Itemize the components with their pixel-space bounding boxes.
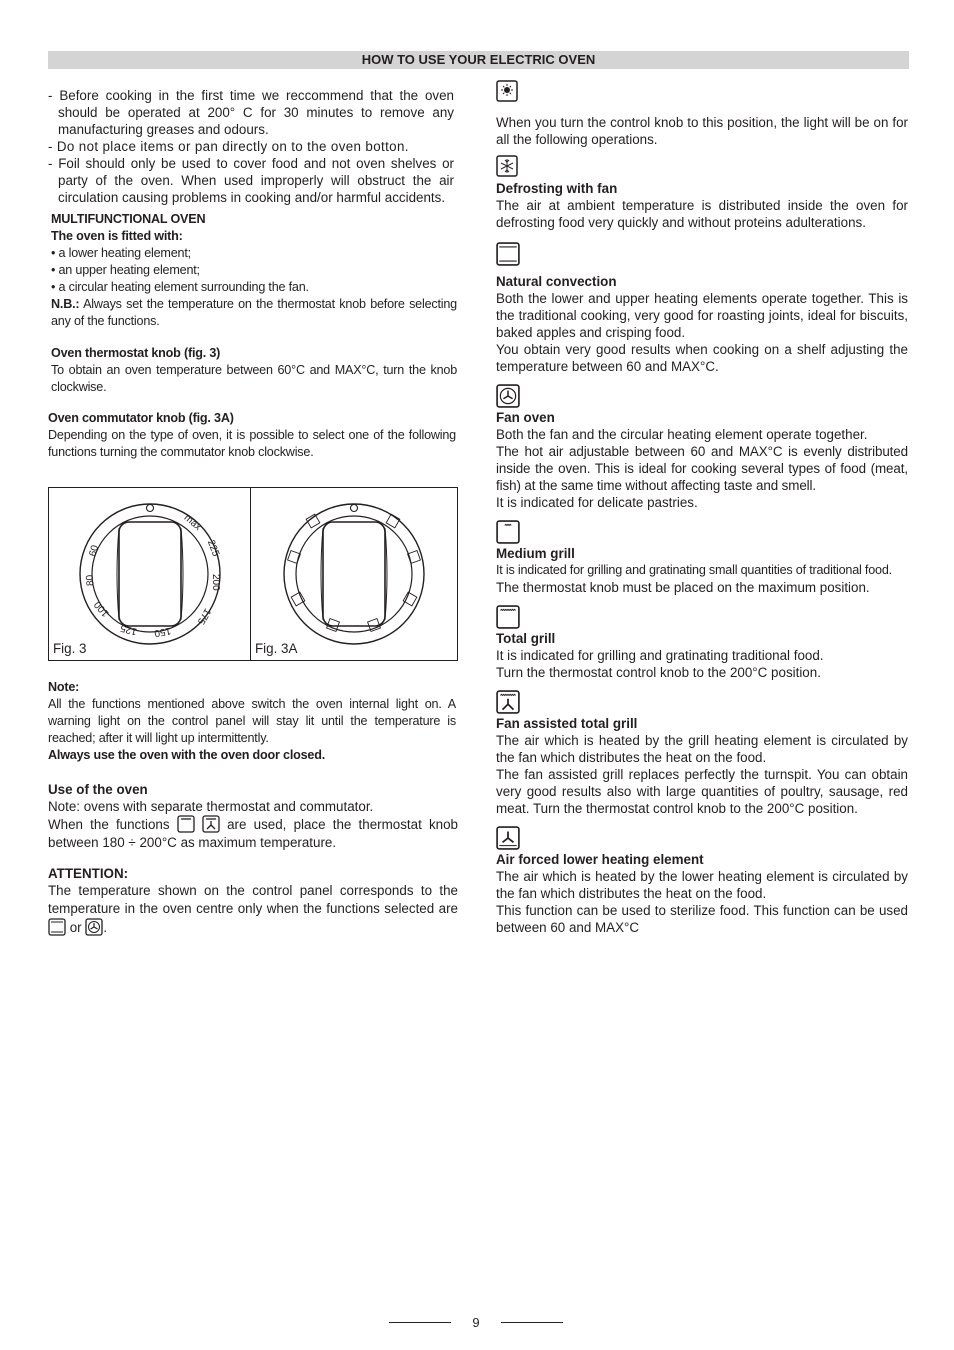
medium-text-1: It is indicated for grilling and gratinating small quantities of traditional food. <box>496 563 892 577</box>
use-line2 <box>48 815 458 852</box>
use-title: Use of the oven <box>48 782 148 797</box>
nb-paragraph <box>51 296 457 330</box>
total-text-2: Turn the thermostat control knob to the 200°C position. <box>496 665 821 680</box>
defrost-title: Defrosting with fan <box>496 181 618 196</box>
note-section <box>48 679 456 764</box>
fat-text-1: The air which is heated by the grill heating element is circulated by the fan which distributes the heat on the food. <box>496 733 908 765</box>
section-header: HOW TO USE YOUR ELECTRIC OVEN <box>48 51 909 69</box>
defrost-icon <box>496 155 518 177</box>
fat-text-2: The fan assisted grill replaces perfectly the turnspit. You can obtain very good results also with large quantities of poultry, sausage, red meat. Turn the thermostat control knob to the 200°C position. <box>496 767 908 816</box>
medium-grill-icon <box>496 520 520 544</box>
page-number: 9 <box>472 1315 480 1330</box>
dial-label-100: 100 <box>92 598 112 619</box>
fig3-label: Fig. 3 <box>53 641 87 656</box>
fan-grill-inline-icon <box>202 815 220 833</box>
attention-text <box>48 882 458 937</box>
intro-2: - Do not place items or pan directly on to the oven botton. <box>48 139 409 154</box>
fan-lower-element-icon <box>496 826 520 850</box>
footer-rule-right <box>501 1322 563 1323</box>
figure-box <box>48 487 458 661</box>
attention-text-main: The temperature shown on the control panel corresponds to the temperature in the oven centre only when the functions selected are <box>48 883 458 916</box>
thermo-title: Oven thermostat knob (fig. 3) <box>51 346 221 360</box>
fig3a-label: Fig. 3A <box>255 641 298 656</box>
fitted-item-3: • a circular heating element surrounding the fan. <box>51 280 309 294</box>
air-title: Air forced lower heating element <box>496 852 704 867</box>
fat-title: Fan assisted total grill <box>496 716 638 731</box>
page-footer <box>389 1314 563 1331</box>
light-icon <box>496 80 518 102</box>
intro-1: - Before cooking in the first time we reccommend that the oven should be operated at 200° C for 30 minutes to remove any manufacturing greases and odours. <box>48 88 454 137</box>
thermostat-section <box>51 345 457 396</box>
use-line2b: are used, place the thermostat knob between 180 ÷ 200°C as maximum temperature. <box>48 817 459 850</box>
total-grill-inline-icon <box>177 815 195 833</box>
dial-label-150: 150 <box>153 624 172 639</box>
fan-grill-icon <box>496 690 520 714</box>
total-title: Total grill <box>496 631 556 646</box>
dial-label-60: 60 <box>87 544 102 558</box>
fitted-title: The oven is fitted with: <box>51 229 183 243</box>
attention-section <box>48 865 458 937</box>
nb-text: Always set the temperature on the thermostat knob before selecting any of the functions. <box>51 297 457 328</box>
nb-label: N.B.: <box>51 297 80 311</box>
dial-label-225: 225 <box>204 538 221 559</box>
dial-label-200: 200 <box>210 574 221 591</box>
attention-end: . <box>103 920 108 935</box>
medium-title: Medium grill <box>496 546 575 561</box>
fan-oven-inline-icon <box>85 918 103 936</box>
commutator-section <box>48 410 456 461</box>
right-column <box>496 80 908 936</box>
multi-title: MULTIFUNCTIONAL OVEN <box>51 212 206 226</box>
dial-label-125: 125 <box>119 621 139 637</box>
footer-rule-left <box>389 1322 451 1323</box>
note-text: All the functions mentioned above switch the oven internal light on. A warning light on the control panel will stay lit until the temperature is reached; after it will light up intermittently. <box>48 697 456 745</box>
total-text-1: It is indicated for grilling and gratinating traditional food. <box>496 648 824 663</box>
attention-title: ATTENTION: <box>48 866 129 881</box>
defrost-text: The air at ambient temperature is distributed inside the oven for defrosting food very quickly and without proteins adulterations. <box>496 198 908 230</box>
natural-title: Natural convection <box>496 274 617 289</box>
commutator-knob-drawing <box>251 488 456 660</box>
comm-text: Depending on the type of oven, it is possible to select one of the following functions turning the commutator knob clockwise. <box>48 428 456 459</box>
fan-title: Fan oven <box>496 410 555 425</box>
total-grill-icon <box>496 605 520 629</box>
note-bold: Always use the oven with the oven door closed. <box>48 748 326 762</box>
fan-text-2: The hot air adjustable between 60 and MAX°C is evenly distributed inside the oven. This is ideal for cooking several types of food (meat, fish) at the same time without affecting taste and smell. <box>496 444 908 493</box>
dial-label-80: 80 <box>84 574 97 587</box>
use-section <box>48 781 458 852</box>
dial-label-max: max <box>181 512 204 533</box>
natural-convection-icon <box>496 242 520 266</box>
intro-3: - Foil should only be used to cover food and not oven shelves or party of the oven. When used improperly will obstruct the air circulation causing problems in cooking and/or harmful accidents. <box>48 156 454 205</box>
dial-label-175: 175 <box>194 606 213 627</box>
fan-oven-icon <box>496 384 520 408</box>
left-column <box>48 87 454 206</box>
fitted-item-2: • an upper heating element; <box>51 263 200 277</box>
light-text: When you turn the control knob to this position, the light will be on for all the following operations. <box>496 115 908 147</box>
fitted-item-1: • a lower heating element; <box>51 246 191 260</box>
natural-text-2: You obtain very good results when cooking on a shelf adjusting the temperature between 60 and MAX°C. <box>496 342 908 374</box>
attention-or: or <box>69 920 82 935</box>
air-text-2: This function can be used to sterilize food. This function can be used between 60 and MAX°C <box>496 903 908 935</box>
fan-text-1: Both the fan and the circular heating element operate together. <box>496 427 868 442</box>
natural-convection-inline-icon <box>48 918 66 936</box>
air-text-1: The air which is heated by the lower heating element is circulated by the fan which distributes the heat on the food. <box>496 869 908 901</box>
use-line2a: When the functions <box>48 817 170 832</box>
medium-text-2: The thermostat knob must be placed on the maximum position. <box>496 580 870 595</box>
note-title: Note: <box>48 680 80 694</box>
comm-title: Oven commutator knob (fig. 3A) <box>48 411 234 425</box>
use-line1: Note: ovens with separate thermostat and commutator. <box>48 799 374 814</box>
fan-text-3: It is indicated for delicate pastries. <box>496 495 698 510</box>
multifunctional-section <box>51 211 457 330</box>
thermo-text: To obtain an oven temperature between 60°C and MAX°C, turn the knob clockwise. <box>51 363 457 394</box>
thermostat-knob-drawing <box>49 488 249 660</box>
natural-text-1: Both the lower and upper heating elements operate together. This is the traditional cooking, very good for roasting joints, ideal for biscuits, baked apples and crisping food. <box>496 291 908 340</box>
